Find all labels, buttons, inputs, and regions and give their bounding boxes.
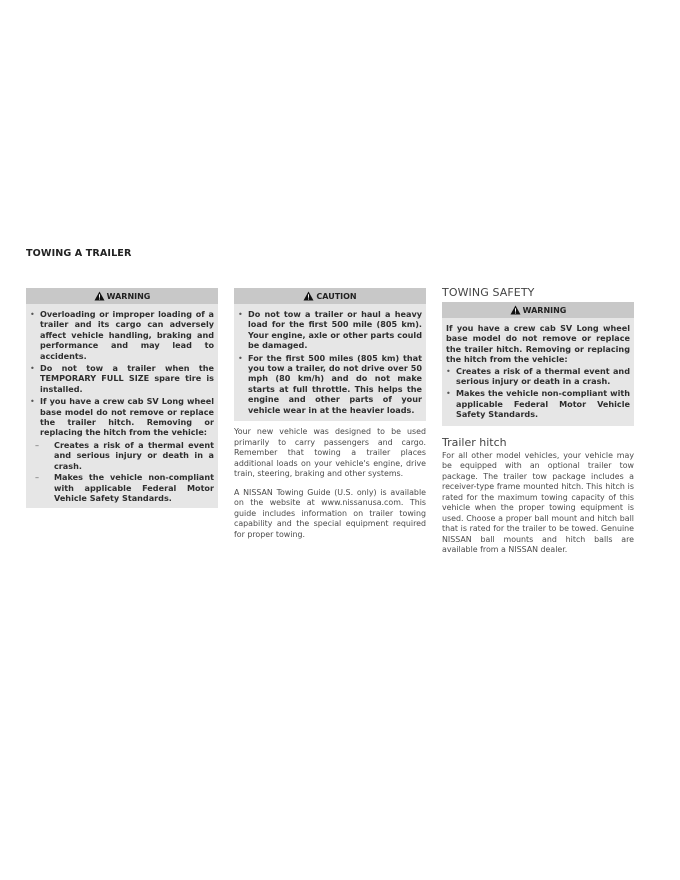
sub-list-item: – Creates a risk of a thermal event and serious injury or death in a crash. bbox=[35, 439, 214, 471]
caution-box bbox=[234, 288, 426, 421]
caution-label: CAUTION bbox=[316, 291, 357, 301]
list-item: • Do not tow a trailer or haul a heavy load for the first 500 mile (805 km). Your engine, axle or other parts could be damaged. bbox=[238, 309, 422, 351]
list-item: • Do not tow a trailer when the TEMPORARY FULL SIZE spare tire is installed. bbox=[30, 363, 214, 394]
warning-triangle-icon bbox=[510, 305, 521, 315]
body-paragraph: For all other model vehicles, your vehicle may be equipped with an optional trailer tow package. The trailer tow package includes a receiver-type frame mounted hitch. This hitch is rated for the maximum towing capacity of this vehicle when the proper towing equipment is used. Choose a proper ball mount and hitch ball that is rated for the trailer to be towed. Genuine NISSAN ball mounts and hitch balls are available from a NISSAN dealer. bbox=[442, 450, 634, 555]
list-item: • For the first 500 miles (805 km) that you tow a trailer, do not drive over 50 mph (80 km/h) and do not make starts at full throttle. This helps the engine and other parts of your vehicle wear in at the heavier loads. bbox=[238, 352, 422, 415]
section-title: TOWING A TRAILER bbox=[26, 248, 132, 259]
body-paragraph: A NISSAN Towing Guide (U.S. only) is available on the website at www.nissanusa.com. This guide includes information on trailer towing capability and the special equipment required for proper towing. bbox=[234, 487, 426, 539]
warning-box bbox=[442, 302, 634, 426]
warning-triangle-icon bbox=[303, 291, 314, 301]
list-item: • Creates a risk of a thermal event and serious injury or death in a crash. bbox=[446, 365, 630, 387]
warning-triangle-icon bbox=[94, 291, 105, 301]
column-right bbox=[442, 286, 634, 564]
warning-header bbox=[26, 288, 218, 304]
column-left bbox=[26, 288, 218, 508]
body-paragraph: Your new vehicle was designed to be used primarily to carry passengers and cargo. Remember that towing a trailer places additional loads on your vehicle's engine, drive train, steering, braking and other systems. bbox=[234, 427, 426, 479]
list-item: • If you have a crew cab SV Long wheel base model do not remove or replace the trailer hitch. Removing or replacing the hitch from the vehicle: bbox=[30, 396, 214, 438]
warning-label: WARNING bbox=[106, 291, 151, 301]
towing-safety-heading: TOWING SAFETY bbox=[442, 286, 535, 299]
warning-label: WARNING bbox=[522, 305, 567, 315]
caution-header bbox=[234, 288, 426, 304]
sub-list-item: – Makes the vehicle non-compliant with applicable Federal Motor Vehicle Safety Standards. bbox=[35, 472, 214, 503]
warning-box bbox=[26, 288, 218, 508]
trailer-hitch-heading: Trailer hitch bbox=[442, 435, 507, 449]
warning-header bbox=[442, 302, 634, 318]
column-middle bbox=[234, 288, 426, 548]
list-item: • Makes the vehicle non-compliant with applicable Federal Motor Vehicle Safety Standards. bbox=[446, 388, 630, 420]
warning-intro: If you have a crew cab SV Long wheel base model do not remove or replace the trailer hitch. Removing or replacing the hitch from the vehicle: bbox=[446, 323, 630, 365]
list-item: • Overloading or improper loading of a trailer and its cargo can adversely affect vehicle handling, braking and performance and may lead to accidents. bbox=[30, 309, 214, 361]
